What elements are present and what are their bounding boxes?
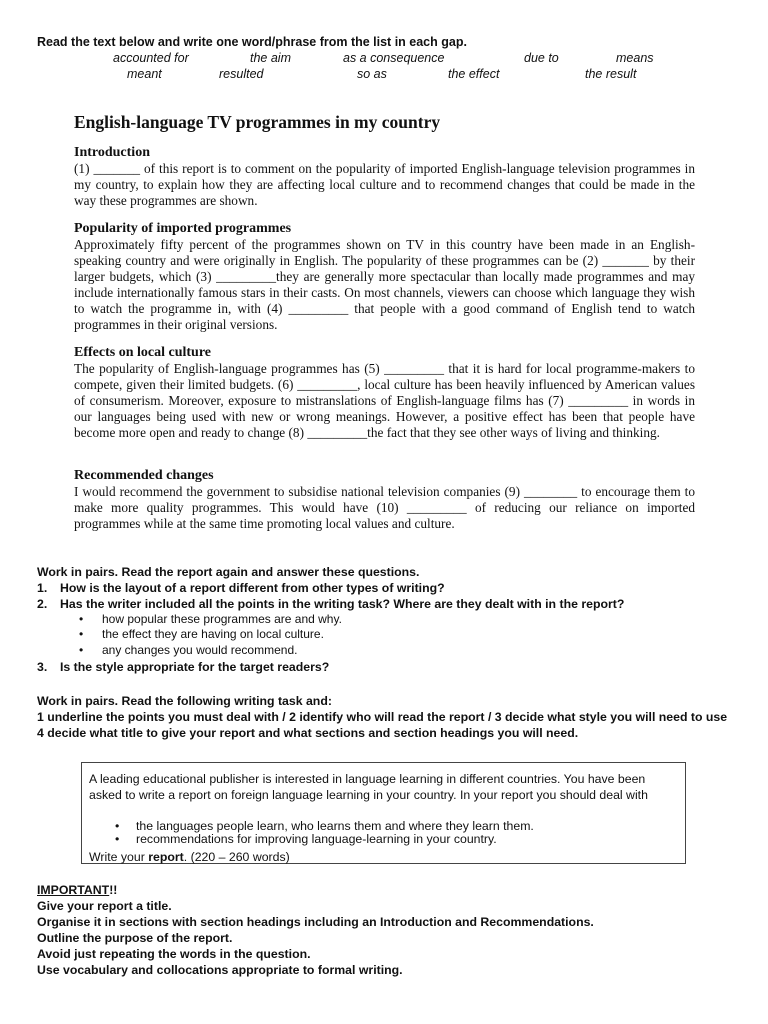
question-number: 2. — [37, 597, 48, 611]
question-text: Has the writer included all the points in the writing task? Where are they dealt with in the report? — [60, 597, 625, 611]
section-heading-recommended: Recommended changes — [74, 468, 214, 483]
section-text-effects: The popularity of English-language programmes has (5) _________ that it is hard for local programme-makers to compete, given their limited budgets. (6) _________, local culture has been heavily influenced by American values of consumerism. Moreover, exposure to mistranslations of English-language films has (7) _________ in words in our languages being used with new or wrong meanings. However, a positive effect has been that people have become more open and ready to change (8) _________the fact that they see other ways of living and thinking. — [74, 361, 695, 440]
pairs-questions-title: Work in pairs. Read the report again and answer these questions. — [37, 565, 420, 579]
bullet-icon: • — [79, 627, 84, 641]
important-item: Organise it in sections with section headings including an Introduction and Recommendations. — [37, 915, 594, 929]
section-heading-effects: Effects on local culture — [74, 345, 211, 360]
word-list-item: so as — [357, 67, 387, 81]
section-text-introduction: (1) _______ of this report is to comment on the popularity of imported English-language television programmes in my country, to explain how they are affecting local culture and to recommend changes that could be made in the way these programmes are shown. — [74, 161, 695, 208]
bullet-icon: • — [79, 612, 84, 626]
word-list-item: due to — [524, 51, 559, 65]
section-text-recommended: I would recommend the government to subsidise national television companies (9) ________ to encourage them to make more quality programmes. This would have (10) _________ of reducing our reliance on imported programmes while at the same time promoting local values and culture. — [74, 484, 695, 531]
word-list-item: as a consequence — [343, 51, 445, 65]
pairs-task-steps-1: 1 underline the points you must deal with / 2 identify who will read the report / 3 decide what style you will need to use — [37, 710, 728, 724]
report-title: English-language TV programmes in my country — [74, 112, 441, 132]
question-text: Is the style appropriate for the target readers? — [60, 660, 330, 674]
pairs-task-title: Work in pairs. Read the following writing task and: — [37, 694, 332, 708]
writing-task-intro: A leading educational publisher is interested in language learning in different countries. You have been asked to write a report on foreign language learning in your country. In your report you should deal with — [89, 772, 648, 802]
important-marks: !! — [109, 883, 118, 897]
bullet-icon: • — [115, 819, 120, 833]
write-bold: report — [148, 850, 184, 864]
important-item: Avoid just repeating the words in the question. — [37, 947, 311, 961]
word-list-item: meant — [127, 67, 162, 81]
word-list-item: the effect — [448, 67, 500, 81]
question-bullet: any changes you would recommend. — [102, 643, 298, 657]
pairs-task-steps-2: 4 decide what title to give your report and what sections and section headings you will need. — [37, 726, 579, 740]
important-item: Use vocabulary and collocations appropriate to formal writing. — [37, 963, 403, 977]
important-label: IMPORTANT — [37, 883, 110, 897]
question-text: How is the layout of a report different from other types of writing? — [60, 581, 445, 595]
section-heading-introduction: Introduction — [74, 145, 150, 160]
instructions: Read the text below and write one word/phrase from the list in each gap. — [37, 35, 467, 49]
section-text-popularity: Approximately fifty percent of the programmes shown on TV in this country have been made in an English-speaking country and were originally in English. The popularity of these programmes can be (2) _______ by their larger budgets, which (3) _________they are generally more spectacular than locally made programmes and may include internationally famous stars in their casts. On most channels, viewers can choose which language they wish to watch the programme in, with (4) _________ that people with a good command of English tend to watch programmes in their original versions. — [74, 237, 695, 332]
writing-task-instruction — [89, 850, 290, 864]
question-bullet: how popular these programmes are and why. — [102, 612, 342, 626]
word-list-item: accounted for — [113, 51, 189, 65]
writing-task-bullet: recommendations for improving language-learning in your country. — [136, 832, 497, 846]
bullet-icon: • — [79, 643, 84, 657]
important-item: Give your report a title. — [37, 899, 172, 913]
word-list-item: means — [616, 51, 654, 65]
write-prefix: Write your — [89, 850, 145, 864]
section-heading-popularity: Popularity of imported programmes — [74, 221, 292, 236]
word-list-item: resulted — [219, 67, 264, 81]
question-number: 3. — [37, 660, 48, 674]
important-heading — [37, 883, 117, 897]
important-item: Outline the purpose of the report. — [37, 931, 233, 945]
writing-task-bullet: the languages people learn, who learns them and where they learn them. — [136, 819, 534, 833]
writing-task-box — [81, 762, 686, 864]
word-list-item: the result — [585, 67, 637, 81]
question-bullet: the effect they are having on local culture. — [102, 627, 324, 641]
word-list-item: the aim — [250, 51, 291, 65]
bullet-icon: • — [115, 832, 120, 846]
write-suffix: . (220 – 260 words) — [183, 850, 290, 864]
question-number: 1. — [37, 581, 48, 595]
